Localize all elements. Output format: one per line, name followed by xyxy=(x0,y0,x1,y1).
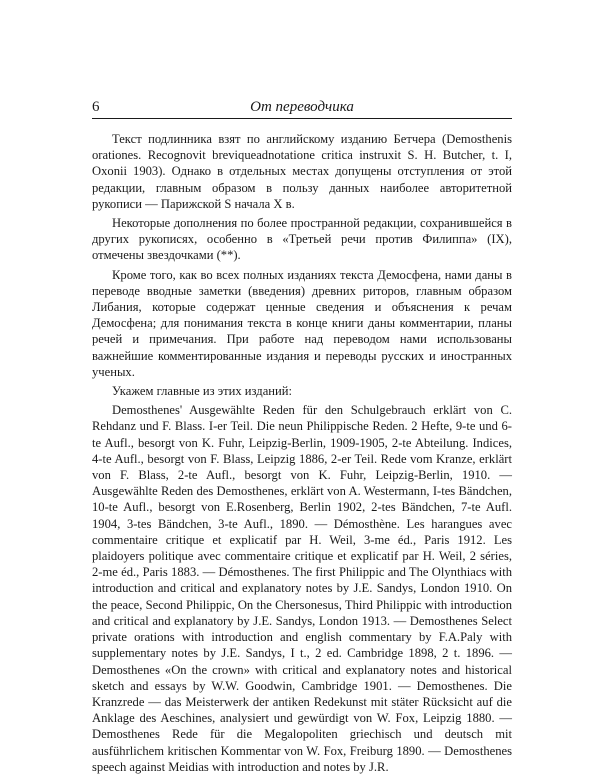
paragraph-source-text: Текст подлинника взят по английскому изданию Бетчера (Demosthenis orationes. Recognovit breviqueadnotatione critica instruxit S. H. Butcher, t. I, Oxonii 1903). Однако в отдельных местах допущены отступления от этой редакции, главным образом в пользу данных наиболее авторитетной рукописи — Парижской S начала X в. xyxy=(92,132,512,211)
paragraph-introductions: Кроме того, как во всех полных изданиях текста Демосфена, нами даны в переводе вводные заметки (введения) древних риторов, главным образом Либания, которые содержат ценные сведения и объяснения к речам Демосфена; для понимания текста в конце книги даны комментарии, планы речей и примечания. При работе над переводом нами использованы важнейшие комментированные издания и переводы русских и иностранных ученых. xyxy=(92,267,512,379)
paragraph-additions: Некоторые дополнения по более пространной редакции, сохранившейся в других рукописях, особенно в «Третьей речи против Филиппа» (IX), отмечены звездочками (**). xyxy=(92,216,512,263)
header-rule xyxy=(92,118,512,119)
page-number: 6 xyxy=(92,99,100,115)
paragraph-editions-lead: Укажем главные из этих изданий: xyxy=(112,384,293,399)
page-header xyxy=(92,98,512,116)
running-title: От переводчика xyxy=(250,99,354,115)
paragraph-bibliography: Demosthenes' Ausgewählte Reden für den Schulgebrauch erklärt von C. Rehdanz und F. Blass. I-er Teil. Die neun Philippische Reden. 2 Hefte, 9-te und 6-te Aufl., besorgt von K. Fuhr, Leipzig-Berlin, 1909-1905, 2-te Abteilung. Indices, 4-te Aufl., besorgt von F. Blass, Leipzig 1886, 2-er Teil. Rede vom Kranze, erklärt von F. Blass, 2-te Aufl., besorgt von K. Fuhr, Leipzig-Berlin, 1910. — Ausgewählte Reden des Demosthenes, erklärt von A. Westermann, I-tes Bändchen, 10-te Aufl., besorgt von E.Rosenberg, Berlin 1902, 2-tes Bändchen, 7-te Aufl. 1904, 3-tes Bändchen, 3-te Aufl., 1890. — Démosthène. Les harangues avec commentaire critique et explicatif par H. Weil, 3-me éd., Paris 1912. Les plaidoyers politique avec commentaire critique et explicatif par H. Weil, 2 séries, 2-me éd., Paris 1883. — Démosthenes. The first Philippic and The Olynthiacs with introduction and critical and explanatory notes by J.E. Sandys, London 1910. On the peace, Second Philippic, On the Chersonesus, Third Philippic with introduction and critical and explanatory by J.E. Sandys, London 1913. — Demosthenes Select private orations with introduction and english commentary by F.A.Paly with supplementary notes by J.E. Sandys, I t., 2 ed. Cambridge 1898, 2 t. 1896. — Demosthenes «On the crown» with critical and explanatory notes and historical sketch and essays by W.W. Goodwin, Cambridge 1901. — Demosthenes. Die Kranzrede — das Meisterwerk der antiken Redekunst mit stäter Rücksicht auf die Anklage des Aeschines, analysiert und gewürdigt von W. Fox, Leipzig 1880. — Demosthenes Rede für die Megalopoliten griechisch und deutsch mit ausführlichem kritischen Kommentar von W. Fox, Freiburg 1890. — Demosthenes speech against Meidias with introduction and notes by J.R. xyxy=(92,403,512,774)
body-text xyxy=(92,131,512,778)
